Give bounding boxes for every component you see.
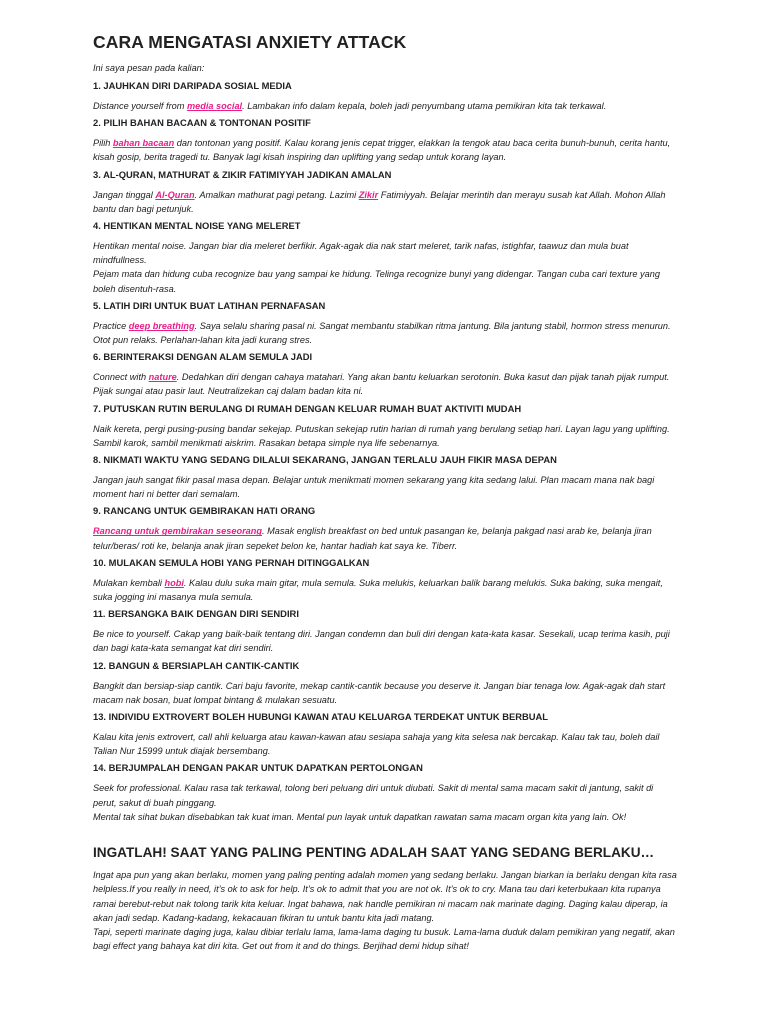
section-paragraph xyxy=(93,239,677,267)
section-body xyxy=(93,319,677,347)
text-run: . Amalkan mathurat pagi petang. Lazimi xyxy=(194,189,359,200)
inline-link[interactable]: Rancang untuk gembirakan seseorang xyxy=(93,526,262,537)
section-title: 5. LATIH DIRI UNTUK BUAT LATIHAN PERNAFASAN xyxy=(93,299,326,311)
text-run: . Saya selalu sharing pasal ni. Sangat membantu stabilkan ritma jantung. Bila jantung stabil, hormon stress menurun. Otot pun relaks. Perlahan-lahan kita jadi kurang stres. xyxy=(93,320,671,346)
section-body xyxy=(93,781,677,824)
section-body xyxy=(93,370,677,398)
section-title: 14. BERJUMPALAH DENGAN PAKAR UNTUK DAPATKAN PERTOLONGAN xyxy=(93,762,423,774)
section-body xyxy=(93,576,677,604)
text-run: Practice xyxy=(93,320,129,331)
section-paragraph xyxy=(93,422,677,450)
section-paragraph xyxy=(93,319,677,347)
inline-link[interactable]: Zikir xyxy=(358,189,379,200)
section-title: 8. NIKMATI WAKTU YANG SEDANG DILALUI SEKARANG, JANGAN TERLALU JAUH FIKIR MASA DEPAN xyxy=(93,454,557,466)
section-body xyxy=(93,239,677,296)
section-body xyxy=(93,99,677,113)
section-paragraph xyxy=(93,473,677,501)
section-title: 1. JAUHKAN DIRI DARIPADA SOSIAL MEDIA xyxy=(93,80,292,91)
section-paragraph xyxy=(93,99,677,113)
text-run: Jangan jauh sangat fikir pasal masa depan. Belajar untuk menikmati momen sekarang yang kita sedang lalui. Plan macam mana nak bagi moment hari ni better dari semalam. xyxy=(93,475,655,500)
section-title: 11. BERSANGKA BAIK DENGAN DIRI SENDIRI xyxy=(93,608,299,620)
inline-link[interactable]: media social xyxy=(186,101,243,111)
text-run: Distance yourself from xyxy=(93,101,187,111)
text-run: Bangkit dan bersiap-siap cantik. Cari baju favorite, mekap cantik-cantik because you deserve it. Jangan biar tenaga low. Agak-agak dah start macam nak bosan, buat lompat bintang & mulakan sesuatu. xyxy=(93,680,666,705)
inline-link[interactable]: Al-Quran xyxy=(155,189,195,200)
section-body xyxy=(93,524,677,552)
section-title: 3. AL-QURAN, MATHURAT & ZIKIR FATIMIYYAH JADIKAN AMALAN xyxy=(93,168,392,180)
section-paragraph xyxy=(93,627,677,655)
inline-link[interactable]: nature xyxy=(148,372,177,383)
text-run: . Dedahkan diri dengan cahaya matahari. Yang akan bantu keluarkan serotonin. Buka kasut dan pijak tanah pijak rumput. Pijak sungai atau pasir laut. Neutralizekan caj dalam badan kita ni. xyxy=(93,372,670,397)
text-run: . Lambakan info dalam kepala, boleh jadi penyumbang utama pemikiran kita tak terkawal. xyxy=(242,101,607,111)
section-body xyxy=(93,188,677,216)
section-title: 2. PILIH BAHAN BACAAN & TONTONAN POSITIF xyxy=(93,117,311,129)
text-run: Kalau kita jenis extrovert, call ahli keluarga atau kawan-kawan atau sesiapa sahaja yang kita selesa nak bercakap. Kalau tak tau, boleh dail Talian Nur 15999 untuk diajak bersembang. xyxy=(93,732,660,757)
closing-body xyxy=(93,868,677,953)
section-paragraph xyxy=(93,136,677,164)
inline-link[interactable]: deep breathing xyxy=(128,320,195,331)
sections-list xyxy=(93,79,677,824)
section-body xyxy=(93,679,677,707)
text-run: Pejam mata dan hidung cuba recognize bau yang sampai ke hidung. Telinga recognize bunyi yang didengar. Tangan cuba cari texture yang boleh disentuh-rasa. xyxy=(93,269,660,294)
section-body xyxy=(93,473,677,501)
text-run: Be nice to yourself. Cakap yang baik-baik tentang diri. Jangan condemn dan buli diri dengan kata-kata kasar. Sesekali, ucap terima kasih, puji dan bagi kata-kata semangat kat diri sendiri. xyxy=(93,629,670,654)
section-title: 6. BERINTERAKSI DENGAN ALAM SEMULA JADI xyxy=(93,351,313,363)
inline-link[interactable]: bahan bacaan xyxy=(112,138,175,149)
section-paragraph xyxy=(93,679,677,707)
section-title: 7. PUTUSKAN RUTIN BERULANG DI RUMAH DENGAN KELUAR RUMAH BUAT AKTIVITI MUDAH xyxy=(93,402,522,414)
section-body xyxy=(93,730,677,758)
text-run: . Masak english breakfast on bed untuk pasangan ke, belanja pakgad nasi arab ke, belanja jiran telur/beras/ roti ke, belanja anak jiran sepeket belon ke, hantar hadiah kat saya ke. Tiberr. xyxy=(93,526,652,551)
section-body xyxy=(93,627,677,655)
section-paragraph xyxy=(93,576,677,604)
page-title: CARA MENGATASI ANXIETY ATTACK xyxy=(93,32,407,52)
closing-paragraph: Tapi, seperti marinate daging juga, kalau dibiar terlalu lama, lama-lama daging tu busuk. Lama-lama duduk dalam pemikiran yang negatif, akan bagi effect yang bahaya kat diri kita. Get out from it and do things. Berjihad demi hidup sihat! xyxy=(93,926,675,952)
section-paragraph xyxy=(93,267,677,295)
text-run: Mental tak sihat bukan disebabkan tak kuat iman. Mental pun layak untuk dapatkan rawatan sama macam organ kita yang lain. Ok! xyxy=(93,811,627,822)
text-run: Mulakan kembali xyxy=(93,577,165,588)
section-body xyxy=(93,422,677,450)
text-run: Hentikan mental noise. Jangan biar dia meleret berfikir. Agak-agak dia nak start meleret, tarik nafas, istighfar, taawuz dan mula buat mindfullness. xyxy=(93,241,629,266)
article xyxy=(93,30,677,953)
text-run: Connect with xyxy=(93,372,149,383)
section-paragraph xyxy=(93,781,677,809)
closing-paragraph: Ingat apa pun yang akan berlaku, momen yang paling penting adalah momen yang sedang berlaku. Jangan biarkan ia berlaku dengan kita rasa helpless.If you really in need, it’s ok to ask for help. It’s ok to admit that you are not ok. It’s ok to cry. Mana tau dari keterbukaan kita rupanya ramai berebut-rebut nak tolong tarik kita keluar. Ingat bahawa, nak handle pemikiran ni macam nak marinate daging. Daging kalau diperap, ia akan jadi sedap. Kadang-kadang, kekacauan fikiran tu untuk bantu kita jadi matang. xyxy=(93,870,677,923)
text-run: Jangan tinggal xyxy=(93,189,156,200)
section-title: 9. RANCANG UNTUK GEMBIRAKAN HATI ORANG xyxy=(93,505,316,517)
text-run: Fatimiyyah. Belajar merintih dan merayu susah kat Allah. Mohon Allah bantu dan bagi petunjuk. xyxy=(93,189,666,214)
section-paragraph xyxy=(93,524,677,552)
text-run: Naik kereta, pergi pusing-pusing bandar sekejap. Putuskan sekejap rutin harian di rumah yang berulang setiap hari. Layan lagu yang uplifting. Sambil karok, sambil menikmati aiskrim. Rasakan betapa simple nya life sebenarnya. xyxy=(93,423,670,448)
section-title: 13. INDIVIDU EXTROVERT BOLEH HUBUNGI KAWAN ATAU KELUARGA TERDEKAT UNTUK BERBUAL xyxy=(93,711,549,723)
section-title: 10. MULAKAN SEMULA HOBI YANG PERNAH DITINGGALKAN xyxy=(93,556,370,568)
text-run: dan tontonan yang positif. Kalau korang jenis cepat trigger, elakkan la tengok atau baca cerita bunuh-bunuh, cerita hantu, kisah gosip, berita tragedi tu. Banyak lagi kisah inspiring dan uplifting yang sedap untuk korang layan. xyxy=(93,138,671,163)
section-paragraph xyxy=(93,810,677,824)
text-run: . Kalau dulu suka main gitar, mula semula. Suka melukis, keluarkan balik barang melukis. Suka baking, suka mengait, suka jogging ini masanya mula semula. xyxy=(93,577,663,603)
intro-text: Ini saya pesan pada kalian: xyxy=(93,63,205,73)
text-run: Seek for professional. Kalau rasa tak terkawal, tolong beri peluang diri untuk diubati. Sakit di mental sama macam sakit di jantung, sakit di perut, sakut di buah pinggang. xyxy=(93,783,654,808)
inline-link[interactable]: hobi xyxy=(164,577,184,588)
section-paragraph xyxy=(93,370,677,398)
section-title: 4. HENTIKAN MENTAL NOISE YANG MELERET xyxy=(93,220,301,232)
section-body xyxy=(93,136,677,164)
section-paragraph xyxy=(93,730,677,758)
section-paragraph xyxy=(93,188,677,216)
section-title: 12. BANGUN & BERSIAPLAH CANTIK-CANTIK xyxy=(93,659,300,671)
closing-heading: INGATLAH! SAAT YANG PALING PENTING ADALAH SAAT YANG SEDANG BERLAKU… xyxy=(93,845,655,861)
text-run: Pilih xyxy=(93,138,113,149)
